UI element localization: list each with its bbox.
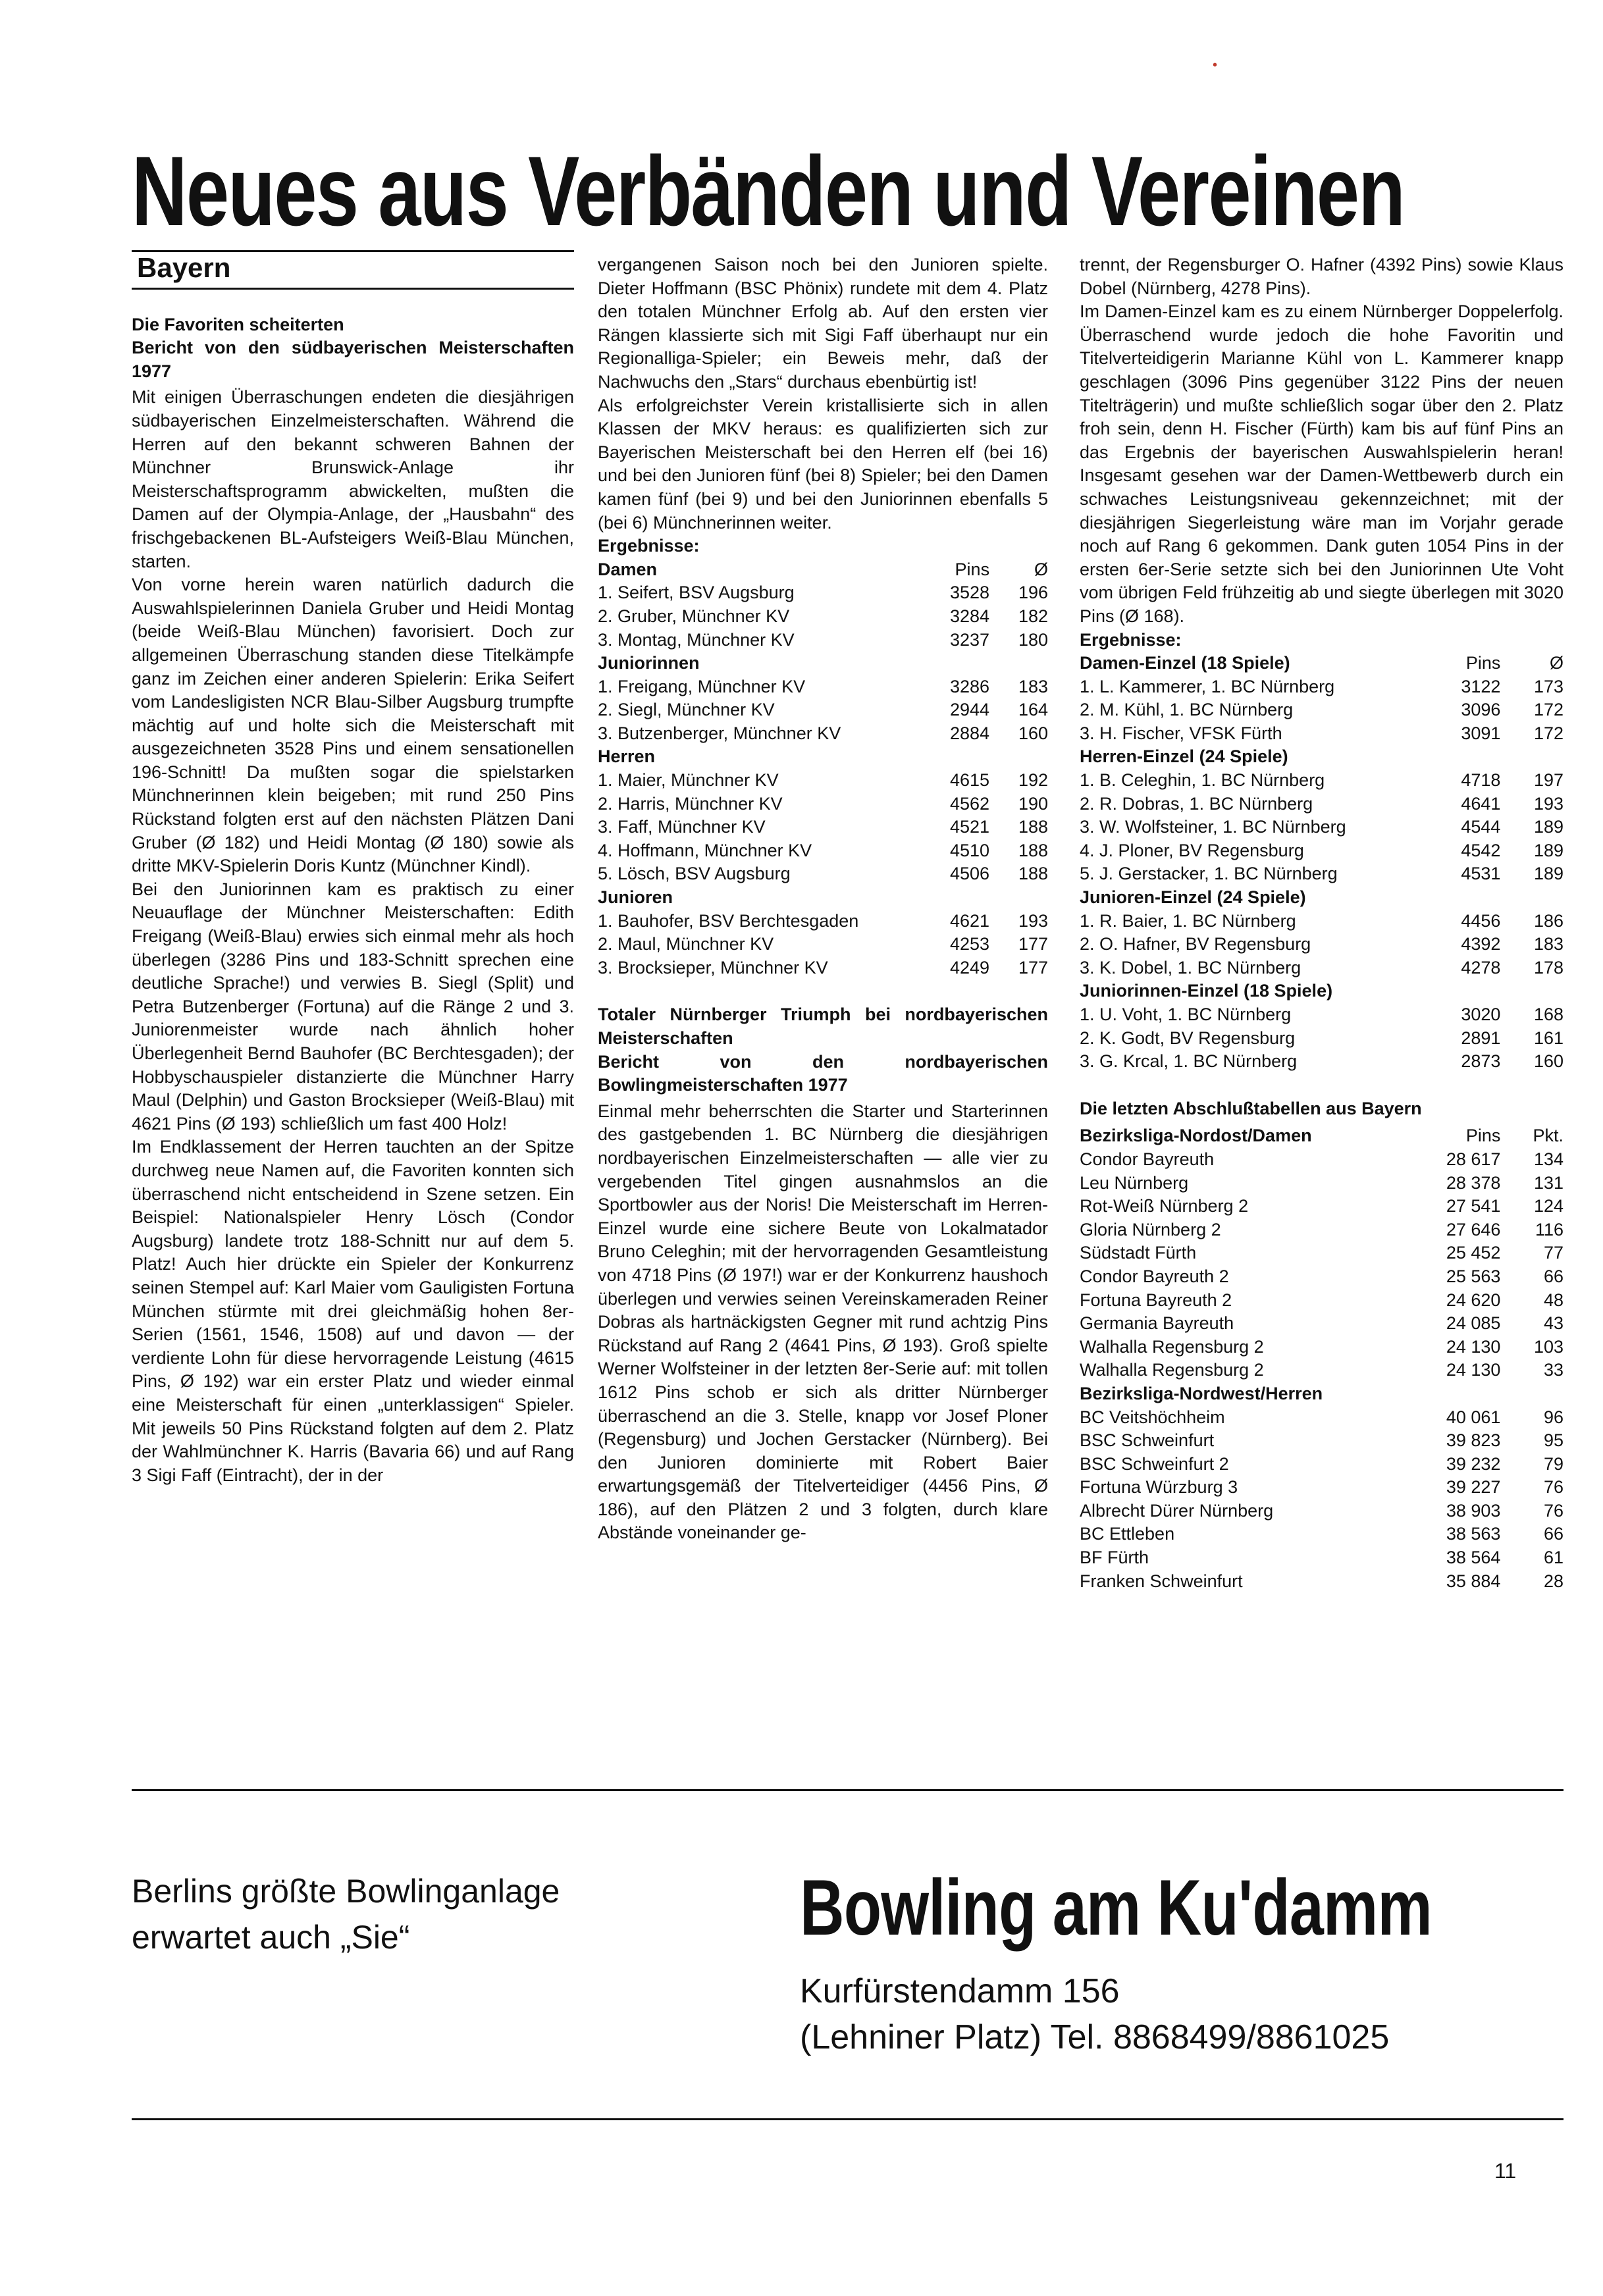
player-name: 1. Maier, Münchner KV bbox=[598, 770, 779, 791]
paragraph: Mit einigen Überraschungen endeten die diesjährigen südbayerischen Einzelmeisterschaften. Während die Herren auf den bekannt schweren Bahnen der Münchner Brunswick-Anlage ihr Meisterschaftsprogramm abwickelten, mußten die Damen auf der Olympia-Anlage, der „Hausbahn“ des frischgebackenen BL-Aufsteigers Weiß-Blau München, starten. bbox=[132, 387, 574, 571]
tables-heading: Die letzten Abschlußtabellen aus Bayern bbox=[1080, 1098, 1422, 1118]
table-row bbox=[1080, 1523, 1564, 1546]
team-points: 96 bbox=[1543, 1407, 1564, 1427]
player-avg: 178 bbox=[1533, 957, 1564, 978]
player-avg: 196 bbox=[1018, 583, 1048, 603]
table-row bbox=[1080, 1500, 1564, 1523]
article-subheading: Bericht von den nordbayerischen Bowlingmeisterschaften 1977 bbox=[598, 1051, 1048, 1095]
player-name: 4. J. Ploner, BV Regensburg bbox=[1080, 840, 1304, 860]
player-name: 1. L. Kammerer, 1. BC Nürnberg bbox=[1080, 676, 1335, 696]
table-row bbox=[598, 839, 1048, 863]
results-table-south bbox=[598, 558, 1048, 980]
table-row bbox=[1080, 1570, 1564, 1594]
results-category-row bbox=[598, 652, 1048, 675]
table-row bbox=[598, 910, 1048, 933]
table-row bbox=[1080, 1241, 1564, 1265]
ad-address-line: Kurfürstendamm 156 bbox=[800, 1972, 1120, 2010]
player-name: 3. Faff, Münchner KV bbox=[598, 817, 766, 837]
category-name: Damen bbox=[598, 559, 658, 579]
player-pins: 2884 bbox=[950, 723, 990, 743]
team-pins: 24 130 bbox=[1446, 1360, 1501, 1380]
player-pins: 3237 bbox=[950, 629, 990, 650]
ad-slogan bbox=[132, 1868, 560, 1960]
player-avg: 189 bbox=[1533, 817, 1564, 837]
table-row bbox=[598, 698, 1048, 722]
results-category bbox=[1080, 979, 1423, 1003]
player-pins: 4542 bbox=[1461, 840, 1501, 860]
empty-cell bbox=[1423, 886, 1501, 910]
team-points: 76 bbox=[1543, 1477, 1564, 1498]
table-row bbox=[1080, 933, 1564, 956]
col-header-avg: Ø bbox=[1549, 653, 1564, 673]
team-points: 77 bbox=[1543, 1243, 1564, 1263]
article-heading: Die Favoriten scheiterten bbox=[132, 314, 344, 334]
empty-cell bbox=[1423, 745, 1501, 769]
league-tables bbox=[1080, 1124, 1564, 1593]
player-avg: 177 bbox=[1018, 934, 1048, 954]
table-row bbox=[1080, 1406, 1564, 1430]
team-name: Fortuna Bayreuth 2 bbox=[1080, 1290, 1232, 1310]
table-row bbox=[1080, 793, 1564, 816]
table-row bbox=[598, 581, 1048, 605]
player-avg: 193 bbox=[1018, 910, 1048, 931]
empty-cell bbox=[989, 652, 1048, 675]
empty-cell bbox=[989, 886, 1048, 910]
column-3 bbox=[1080, 253, 1564, 1593]
table-row bbox=[598, 933, 1048, 956]
team-name: Condor Bayreuth 2 bbox=[1080, 1266, 1229, 1286]
print-mark: • bbox=[1213, 58, 1218, 72]
player-name: 2. O. Hafner, BV Regensburg bbox=[1080, 934, 1311, 954]
player-pins: 4718 bbox=[1461, 770, 1501, 791]
category-name: Juniorinnen-Einzel bbox=[1080, 981, 1239, 1001]
team-points: 134 bbox=[1533, 1149, 1564, 1169]
paragraph: Im Damen-Einzel kam es zu einem Nürnberger Doppelerfolg. Überraschend wurde jedoch die hohe Favoritin und Titelverteidigerin Marianne Kühl von L. Kammerer knapp geschlagen (3096 Pins gegenüber 3122 Pins der neuen Titelträgerin) und mußte schließlich sogar über den 2. Platz froh sein, denn H. Fischer (Fürth) kam bis auf fünf Pins an das Ergebnis der bayerischen Auswahlspielerin heran! Insgesamt gesehen war der Damen-Wettbewerb durch ein schwaches Leistungsniveau gekennzeichnet; mit der diesjährigen Siegerleistung wäre man im Vorjahr gerade noch auf Rang 6 gekommen. Dank guten 1054 Pins in der ersten 6er-Serie setzte sich bei den Juniorinnen Ute Voht vom übrigen Feld frühzeitig ab und siegte überlegen mit 3020 Pins (Ø 168). bbox=[1080, 301, 1564, 626]
team-name: BSC Schweinfurt bbox=[1080, 1430, 1215, 1451]
paragraph: Als erfolgreichster Verein kristallisierte sich in allen Klassen der MKV heraus: es qualifizierten sich zur Bayerischen Meisterschaft bei den Herren elf (bei 16) und bei den Junioren fünf (bei 8) Spieler; bei den Damen kamen fünf (bei 9) und bei den Juniorinnen ebenfalls 5 (bei 6) Münchnerinnen weiter. bbox=[598, 395, 1048, 533]
team-pins: 39 232 bbox=[1446, 1453, 1501, 1474]
team-pins: 35 884 bbox=[1446, 1571, 1501, 1591]
player-avg: 192 bbox=[1018, 770, 1048, 791]
team-name: Germania Bayreuth bbox=[1080, 1313, 1234, 1334]
col-header-pins bbox=[1423, 1382, 1501, 1406]
team-name: Walhalla Regensburg 2 bbox=[1080, 1360, 1264, 1380]
table-row bbox=[1080, 1289, 1564, 1313]
player-pins: 3286 bbox=[950, 676, 990, 696]
league-title-row bbox=[1080, 1124, 1564, 1148]
results-category-row bbox=[598, 886, 1048, 910]
col-header-avg: Ø bbox=[1034, 559, 1048, 579]
paragraph: Einmal mehr beherrschten die Starter und Starterinnen des gastgebenden 1. BC Nürnberg die diesjährigen nordbayerischen Einzelmeisterschaften — alle vier zu vergebenden Titel gingen ausnahmslos an die Sportbowler aus der Noris! Die Meisterschaft im Herren-Einzel wurde eine sichere Beute von Lokalmatador Bruno Celeghin; mit der hervorragenden Gesamtleistung von 4718 Pins (Ø 197!) war er der Konkurrenz haushoch überlegen und verwies seinen Vereinskameraden Reiner Dobras als hartnäckigsten Gegner mit rund achtzig Pins Rückstand auf Rang 2 (4641 Pins, Ø 193). Groß spielte Werner Wolfsteiner in der letzten 8er-Serie auf: mit tollen 1612 Pins schob er sich als dritter Nürnberger überraschend an die 3. Stelle, knapp vor Josef Ploner (Regensburg) und Jochen Gerstacker (Nürnberg). Bei den Junioren dominierte mit Robert Baier erwartungsgemäß der Titelverteidiger (4456 Pins, Ø 186), auf den Plätzen 2 und 3 folgten, durch klare Abstände voneinander ge- bbox=[598, 1101, 1048, 1543]
player-avg: 197 bbox=[1533, 770, 1564, 791]
player-pins: 2873 bbox=[1461, 1051, 1501, 1072]
results-category-row bbox=[1080, 652, 1564, 675]
category-name: Junioren bbox=[598, 887, 673, 908]
empty-cell bbox=[1423, 979, 1501, 1003]
player-avg: 182 bbox=[1018, 606, 1048, 626]
team-pins: 39 823 bbox=[1446, 1430, 1501, 1451]
player-pins: 4615 bbox=[950, 770, 990, 791]
results-category bbox=[1080, 886, 1423, 910]
results-category-row bbox=[598, 745, 1048, 769]
results-label: Ergebnisse: bbox=[1080, 629, 1182, 650]
category-name: Junioren-Einzel bbox=[1080, 887, 1213, 908]
article-heading: Totaler Nürnberger Triumph bei nordbayerischen Meisterschaften bbox=[598, 1004, 1048, 1048]
results-category-row bbox=[1080, 745, 1564, 769]
player-name: 2. Gruber, Münchner KV bbox=[598, 606, 790, 626]
team-pins: 27 541 bbox=[1446, 1196, 1501, 1216]
team-points: 116 bbox=[1535, 1219, 1564, 1239]
league-title: Bezirksliga-Nordost/Damen bbox=[1080, 1126, 1312, 1146]
player-pins: 4562 bbox=[950, 793, 990, 814]
player-name: 5. Lösch, BSV Augsburg bbox=[598, 864, 791, 884]
team-points: 28 bbox=[1543, 1571, 1564, 1591]
player-avg: 168 bbox=[1533, 1004, 1564, 1024]
player-avg: 177 bbox=[1018, 957, 1048, 978]
empty-cell bbox=[1500, 745, 1564, 769]
player-avg: 160 bbox=[1018, 723, 1048, 743]
team-pins: 39 227 bbox=[1446, 1477, 1501, 1498]
results-category bbox=[598, 558, 913, 582]
team-pins: 40 061 bbox=[1446, 1407, 1501, 1427]
player-name: 2. R. Dobras, 1. BC Nürnberg bbox=[1080, 793, 1313, 814]
column-1 bbox=[132, 250, 574, 1487]
category-games: (18 Spiele) bbox=[1238, 981, 1333, 1001]
results-category-row bbox=[598, 558, 1048, 582]
player-pins: 4249 bbox=[950, 957, 990, 978]
team-name: BF Fürth bbox=[1080, 1548, 1149, 1568]
page-number: 11 bbox=[1494, 2159, 1517, 2183]
column-2 bbox=[598, 253, 1048, 1545]
table-row bbox=[598, 629, 1048, 652]
league-title-row bbox=[1080, 1382, 1564, 1406]
player-name: 3. W. Wolfsteiner, 1. BC Nürnberg bbox=[1080, 817, 1346, 837]
team-name: Fortuna Würzburg 3 bbox=[1080, 1477, 1238, 1498]
table-row bbox=[1080, 1476, 1564, 1500]
player-name: 3. Brocksieper, Münchner KV bbox=[598, 957, 828, 978]
table-row bbox=[1080, 1265, 1564, 1289]
player-avg: 190 bbox=[1018, 793, 1048, 814]
team-pins: 25 563 bbox=[1446, 1266, 1501, 1286]
player-pins: 3284 bbox=[950, 606, 990, 626]
table-row bbox=[1080, 1195, 1564, 1218]
table-row bbox=[598, 862, 1048, 886]
player-avg: 164 bbox=[1018, 700, 1048, 720]
table-row bbox=[598, 816, 1048, 839]
results-table-north bbox=[1080, 652, 1564, 1074]
table-row bbox=[598, 675, 1048, 699]
results-category bbox=[598, 886, 913, 910]
table-row bbox=[1080, 1172, 1564, 1195]
player-name: 1. Seifert, BSV Augsburg bbox=[598, 583, 795, 603]
category-name: Herren bbox=[598, 746, 656, 767]
team-name: Franken Schweinfurt bbox=[1080, 1571, 1243, 1591]
paragraph: trennt, der Regensburger O. Hafner (4392 Pins) sowie Klaus Dobel (Nürnberg, 4278 Pins). bbox=[1080, 255, 1564, 298]
table-row bbox=[598, 793, 1048, 816]
empty-cell bbox=[1500, 886, 1564, 910]
col-header-pins: Pins bbox=[1465, 1126, 1501, 1146]
category-games: (24 Spiele) bbox=[1212, 887, 1306, 908]
player-avg: 188 bbox=[1018, 840, 1048, 860]
divider bbox=[132, 1789, 1564, 1791]
table-row bbox=[1080, 1546, 1564, 1570]
table-row bbox=[598, 722, 1048, 746]
player-pins: 4641 bbox=[1461, 793, 1501, 814]
ad-slogan-line: erwartet auch „Sie“ bbox=[132, 1919, 410, 1956]
player-avg: 193 bbox=[1533, 793, 1564, 814]
team-pins: 28 378 bbox=[1446, 1172, 1501, 1193]
team-name: Rot-Weiß Nürnberg 2 bbox=[1080, 1196, 1249, 1216]
player-avg: 189 bbox=[1533, 840, 1564, 860]
table-row bbox=[1080, 839, 1564, 863]
player-avg: 188 bbox=[1018, 817, 1048, 837]
player-name: 1. U. Voht, 1. BC Nürnberg bbox=[1080, 1004, 1292, 1024]
paragraph: Von vorne herein waren natürlich dadurch die Auswahlspielerinnen Daniela Gruber und Heidi Montag (beide Weiß-Blau München) favorisiert. Doch zur allgemeinen Überraschung standen diese Titelkämpfe ganz im Zeichen einer anderen Spielerin: Erika Seifert vom Landesligisten NCR Blau-Silber Augsburg trumpfte mächtig auf und holte sich die Meisterschaft mit ausgezeichneten 3528 Pins und einem sensationellen 196-Schnitt! Da mußten sogar die spielstarken Münchnerinnen klein beigeben; mit rund 250 Pins Rückstand folgten erst auf den nächsten Plätzen Dani Gruber (Ø 182) und Heidi Montag (Ø 180) sowie als dritte MKV-Spielerin Doris Kuntz (Münchner Kindl). bbox=[132, 575, 574, 876]
paragraph: Im Endklassement der Herren tauchten an der Spitze durchweg neue Namen auf, die Favoriten konnten sich überraschend nicht entscheidend in Szene setzen. Ein Beispiel: Nationalspieler Henry Lösch (Condor Augsburg) landete trotz 188-Schnitt nur auf dem 5. Platz! Auch hier drückte ein Spieler der Konkurrenz seinen Stempel auf: Karl Maier vom Gauligisten Fortuna München stürmte mit drei gleichmäßig hohen 8er-Serien (1561, 1546, 1508) auf und davon — der verdiente Lohn für diese hervorragende Leistung (4615 Pins, Ø 192) war ein erster Platz und wieder einmal eine Meisterschaft für einen „unterklassigen“ Spieler. Mit jeweils 50 Pins Rückstand folgten auf dem 2. Platz der Wahlmünchner K. Harris (Bavaria 66) und auf Rang 3 Sigi Faff (Eintracht), der in der bbox=[132, 1137, 574, 1485]
team-pins: 24 085 bbox=[1446, 1313, 1501, 1334]
results-category bbox=[1080, 745, 1423, 769]
empty-cell bbox=[989, 745, 1048, 769]
player-name: 1. Bauhofer, BSV Berchtesgaden bbox=[598, 910, 859, 931]
col-header-pins: Pins bbox=[955, 559, 990, 579]
col-header-pins: Pins bbox=[1465, 653, 1501, 673]
team-pins: 28 617 bbox=[1446, 1149, 1501, 1169]
team-name: Südstadt Fürth bbox=[1080, 1243, 1197, 1263]
results-category-row bbox=[1080, 979, 1564, 1003]
player-pins: 4392 bbox=[1461, 934, 1501, 954]
player-name: 2. K. Godt, BV Regensburg bbox=[1080, 1028, 1296, 1048]
table-row bbox=[1080, 1453, 1564, 1476]
team-points: 66 bbox=[1543, 1524, 1564, 1544]
table-row bbox=[1080, 769, 1564, 793]
player-name: 3. H. Fischer, VFSK Fürth bbox=[1080, 723, 1282, 743]
results-category bbox=[1080, 652, 1423, 675]
empty-cell bbox=[1500, 979, 1564, 1003]
player-pins: 4253 bbox=[950, 934, 990, 954]
player-name: 4. Hoffmann, Münchner KV bbox=[598, 840, 812, 860]
ad-title: Bowling am Ku'damm bbox=[800, 1864, 1432, 1952]
player-avg: 189 bbox=[1533, 864, 1564, 884]
region-header bbox=[132, 250, 574, 290]
team-pins: 25 452 bbox=[1446, 1243, 1501, 1263]
region-title: Bayern bbox=[137, 252, 231, 283]
table-row bbox=[1080, 698, 1564, 722]
team-points: 131 bbox=[1533, 1172, 1564, 1193]
table-row bbox=[1080, 675, 1564, 699]
player-avg: 186 bbox=[1533, 910, 1564, 931]
paragraph: Bei den Juniorinnen kam es praktisch zu einer Neuauflage der Münchner Meisterschaften: Edith Freigang (Weiß-Blau) erwies sich einmal mehr als hoch überlegen (3286 Pins und 183-Schnitt sprechen eine deutliche Sprache!) und verwies B. Siegl (Split) und Petra Butzenberger (Fortuna) auf die Ränge 2 und 3. Juniorenmeister wurde nach ähnlich hoher Überlegenheit Bernd Bauhofer (BC Berchtesgaden); der Hobbyschauspieler distanzierte die Münchner Harry Maul (Delphin) und Gaston Brocksieper (Weiß-Blau) mit 4621 Pins (Ø 193) schließlich um fast 400 Holz! bbox=[132, 879, 574, 1134]
player-pins: 3122 bbox=[1461, 676, 1501, 696]
team-pins: 24 130 bbox=[1446, 1336, 1501, 1357]
table-row bbox=[1080, 722, 1564, 746]
table-row bbox=[1080, 1050, 1564, 1074]
player-pins: 3020 bbox=[1461, 1004, 1501, 1024]
player-name: 3. Montag, Münchner KV bbox=[598, 629, 795, 650]
table-row bbox=[1080, 910, 1564, 933]
team-name: BC Veitshöchheim bbox=[1080, 1407, 1225, 1427]
results-category-row bbox=[1080, 886, 1564, 910]
table-row bbox=[1080, 1003, 1564, 1027]
table-row bbox=[1080, 1359, 1564, 1382]
player-avg: 188 bbox=[1018, 864, 1048, 884]
player-pins: 4510 bbox=[950, 840, 990, 860]
player-pins: 3528 bbox=[950, 583, 990, 603]
ad-slogan-line: Berlins größte Bowlinganlage bbox=[132, 1873, 560, 1910]
player-name: 1. B. Celeghin, 1. BC Nürnberg bbox=[1080, 770, 1325, 791]
table-row bbox=[598, 956, 1048, 980]
player-avg: 172 bbox=[1533, 723, 1564, 743]
team-points: 103 bbox=[1533, 1336, 1564, 1357]
player-avg: 160 bbox=[1533, 1051, 1564, 1072]
table-row bbox=[1080, 862, 1564, 886]
team-points: 79 bbox=[1543, 1453, 1564, 1474]
player-pins: 3096 bbox=[1461, 700, 1501, 720]
player-name: 5. J. Gerstacker, 1. BC Nürnberg bbox=[1080, 864, 1338, 884]
category-name: Herren-Einzel bbox=[1080, 746, 1195, 767]
empty-cell bbox=[913, 745, 989, 769]
player-pins: 4456 bbox=[1461, 910, 1501, 931]
player-pins: 2944 bbox=[950, 700, 990, 720]
team-points: 43 bbox=[1543, 1313, 1564, 1334]
col-header-points bbox=[1500, 1382, 1564, 1406]
category-games: (18 Spiele) bbox=[1196, 653, 1290, 673]
divider bbox=[132, 2118, 1564, 2120]
results-label: Ergebnisse: bbox=[598, 536, 700, 556]
player-pins: 4544 bbox=[1461, 817, 1501, 837]
table-row bbox=[1080, 1429, 1564, 1453]
category-games: (24 Spiele) bbox=[1194, 746, 1288, 767]
player-name: 2. Maul, Münchner KV bbox=[598, 934, 774, 954]
category-name: Juniorinnen bbox=[598, 653, 700, 673]
team-points: 124 bbox=[1533, 1196, 1564, 1216]
ad-address bbox=[800, 1968, 1389, 2060]
player-pins: 4278 bbox=[1461, 957, 1501, 978]
col-header-points: Pkt. bbox=[1533, 1126, 1564, 1146]
player-name: 1. R. Baier, 1. BC Nürnberg bbox=[1080, 910, 1296, 931]
league-title: Bezirksliga-Nordwest/Herren bbox=[1080, 1383, 1323, 1403]
team-points: 95 bbox=[1543, 1430, 1564, 1451]
table-row bbox=[1080, 1312, 1564, 1336]
article-subheading: Bericht von den südbayerischen Meisterschaften 1977 bbox=[132, 338, 574, 381]
team-pins: 38 903 bbox=[1446, 1500, 1501, 1521]
table-row bbox=[1080, 1336, 1564, 1359]
player-name: 3. G. Krcal, 1. BC Nürnberg bbox=[1080, 1051, 1298, 1072]
player-name: 1. Freigang, Münchner KV bbox=[598, 676, 806, 696]
category-name: Damen-Einzel bbox=[1080, 653, 1197, 673]
player-name: 2. Harris, Münchner KV bbox=[598, 793, 783, 814]
table-row bbox=[1080, 956, 1564, 980]
team-name: Condor Bayreuth bbox=[1080, 1149, 1215, 1169]
team-name: BC Ettleben bbox=[1080, 1524, 1175, 1544]
player-pins: 4521 bbox=[950, 817, 990, 837]
team-name: Gloria Nürnberg 2 bbox=[1080, 1219, 1221, 1239]
player-pins: 4531 bbox=[1461, 864, 1501, 884]
ad-address-line: (Lehniner Platz) Tel. 8868499/8861025 bbox=[800, 2018, 1390, 2056]
team-points: 76 bbox=[1543, 1500, 1564, 1521]
table-row bbox=[1080, 816, 1564, 839]
team-pins: 27 646 bbox=[1446, 1219, 1501, 1239]
team-pins: 38 564 bbox=[1446, 1548, 1501, 1568]
empty-cell bbox=[913, 886, 989, 910]
player-avg: 161 bbox=[1533, 1028, 1564, 1048]
table-row bbox=[598, 605, 1048, 629]
player-pins: 4506 bbox=[950, 864, 990, 884]
player-avg: 180 bbox=[1018, 629, 1048, 650]
team-name: BSC Schweinfurt 2 bbox=[1080, 1453, 1229, 1474]
paragraph: vergangenen Saison noch bei den Junioren spielte. Dieter Hoffmann (BSC Phönix) rundete mit dem 4. Platz den totalen Münchner Erfolg ab. Auf den ersten vier Rängen klassierte sich mit Sigi Faff überhaupt nur ein Regionalliga-Spieler; ein Beweis mehr, daß der Nachwuchs den „Stars“ durchaus ebenbürtig ist! bbox=[598, 255, 1048, 392]
team-points: 66 bbox=[1543, 1266, 1564, 1286]
team-pins: 24 620 bbox=[1446, 1290, 1501, 1310]
player-name: 3. K. Dobel, 1. BC Nürnberg bbox=[1080, 957, 1301, 978]
team-points: 33 bbox=[1543, 1360, 1564, 1380]
player-pins: 2891 bbox=[1461, 1028, 1501, 1048]
table-row bbox=[1080, 1027, 1564, 1051]
table-row bbox=[598, 769, 1048, 793]
player-pins: 4621 bbox=[950, 910, 990, 931]
page-title: Neues aus Verbänden und Vereinen bbox=[132, 136, 1405, 246]
table-row bbox=[1080, 1218, 1564, 1242]
player-avg: 183 bbox=[1018, 676, 1048, 696]
team-points: 48 bbox=[1543, 1290, 1564, 1310]
results-category bbox=[598, 652, 913, 675]
team-name: Leu Nürnberg bbox=[1080, 1172, 1189, 1193]
player-avg: 172 bbox=[1533, 700, 1564, 720]
player-avg: 183 bbox=[1533, 934, 1564, 954]
team-pins: 38 563 bbox=[1446, 1524, 1501, 1544]
table-row bbox=[1080, 1148, 1564, 1172]
empty-cell bbox=[913, 652, 989, 675]
team-name: Walhalla Regensburg 2 bbox=[1080, 1336, 1264, 1357]
results-category bbox=[598, 745, 913, 769]
team-points: 61 bbox=[1543, 1548, 1564, 1568]
player-name: 2. Siegl, Münchner KV bbox=[598, 700, 775, 720]
player-avg: 173 bbox=[1533, 676, 1564, 696]
player-pins: 3091 bbox=[1461, 723, 1501, 743]
player-name: 3. Butzenberger, Münchner KV bbox=[598, 723, 841, 743]
player-name: 2. M. Kühl, 1. BC Nürnberg bbox=[1080, 700, 1294, 720]
team-name: Albrecht Dürer Nürnberg bbox=[1080, 1500, 1274, 1521]
